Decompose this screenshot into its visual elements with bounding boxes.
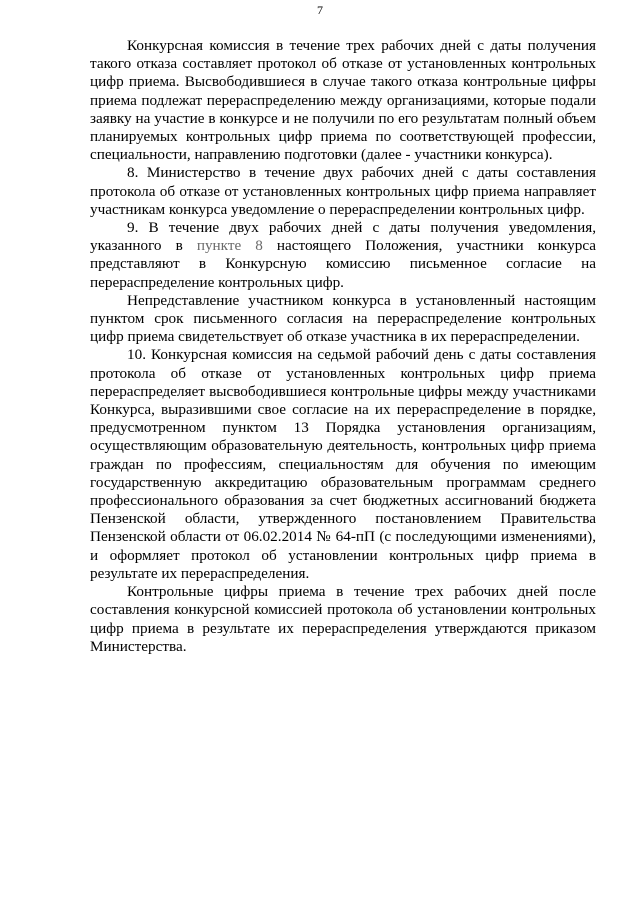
paragraph-non-submission: Непредставление участником конкурса в установленный настоящим пунктом срок письменного согласия на перераспределение контрольных цифр приема свидетельствует об отказе участника в их перераспределении. xyxy=(90,291,596,346)
paragraph-approval: Контрольные цифры приема в течение трех рабочих дней после составления конкурсной комиссией протокола об установлении контрольных цифр приема в результате их перераспределения утверждаются приказом Министерства. xyxy=(90,583,596,655)
paragraph-item-10: 10. Конкурсная комиссия на седьмой рабочий день с даты составления протокола об отказе от установленных контрольных цифр приема перераспределяет высвободившиеся контрольные цифры между участниками Конкурса, выразившими свое согласие на их перераспределение в порядке, предусмотренном пунктом 13 Порядка установления организациям, осуществляющим образовательную деятельность, контрольных цифр приема граждан по профессиям, специальностям для обучения по имеющим государственную аккредитацию образовательным программам среднего профессионального образования за счет бюджетных ассигнований бюджета Пензенской области, утвержденного постановлением Правительства Пензенской области от 06.02.2014 № 64-пП (с последующими изменениями), и оформляет протокол об установлении контрольных цифр приема в результате их перераспределения. xyxy=(90,346,596,582)
page-number: 7 xyxy=(317,3,323,17)
paragraph-commission-protocol: Конкурсная комиссия в течение трех рабочих дней с даты получения такого отказа составляет протокол об отказе от установленных контрольных цифр приема. Высвободившиеся в случае такого отказа контрольные цифры приема подлежат перераспределению между организациями, которые подали заявку на участие в конкурсе и не получили по его результатам полный объем планируемых контрольных цифр приема по соответствующей профессии, специальности, направлению подготовки (далее - участники конкурса). xyxy=(90,37,596,164)
document-body xyxy=(90,37,596,656)
paragraph-item-8: 8. Министерство в течение двух рабочих дней с даты составления протокола об отказе от установленных контрольных цифр приема направляет участникам конкурса уведомление о перераспределении контрольных цифр. xyxy=(90,164,596,218)
paragraph-item-9-text-start: 9. В течение двух рабочих дней с даты получения уведомления, указанного в xyxy=(90,219,596,255)
item-8-reference-link[interactable]: пункте 8 xyxy=(196,237,263,255)
paragraph-item-9 xyxy=(90,219,596,292)
paragraph-item-9-text-end: настоящего Положения, участники конкурса представляют в Конкурсную комиссию письменное согласие на перераспределение контрольных цифр. xyxy=(90,237,597,291)
